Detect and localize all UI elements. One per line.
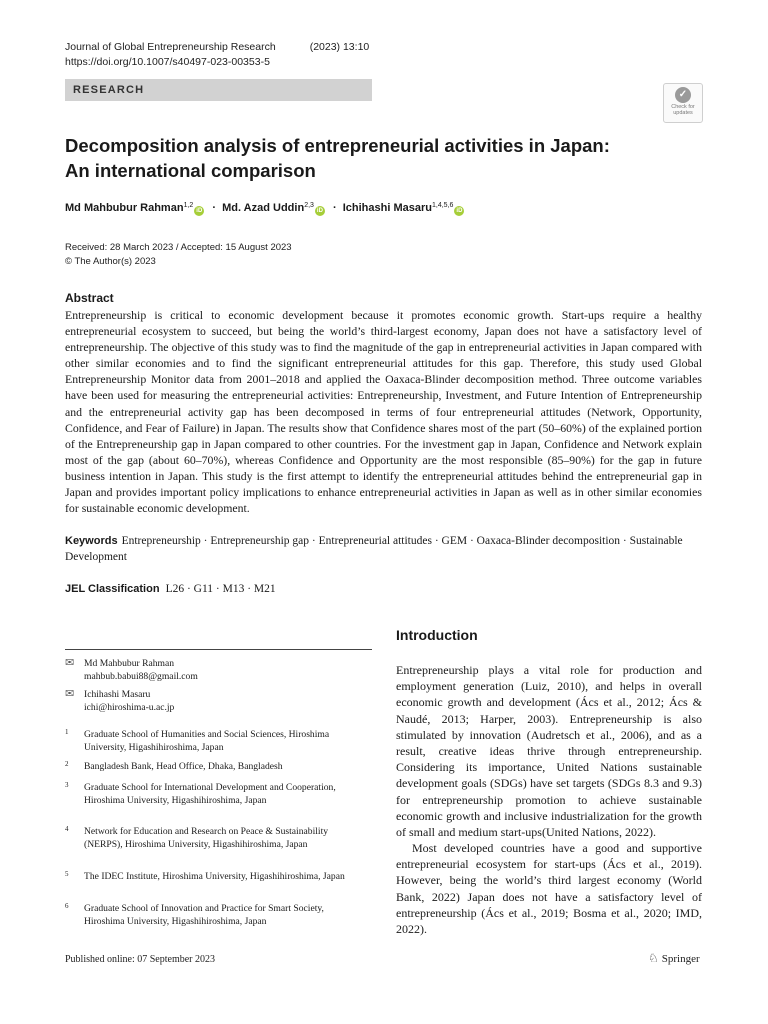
orcid-icon[interactable]: iD [196,208,203,214]
affiliation-1 [65,728,355,754]
affiliation-text: Graduate School of Innovation and Practice for Smart Society, Hiroshima University, Higashihiroshima, Japan [84,903,324,927]
contact-email[interactable]: ichi@hiroshima-u.ac.jp [84,702,175,713]
author-1[interactable]: Md Mahbubur Rahman$^{1,2}$ [65,202,194,214]
affiliation-number: 1 [65,728,69,736]
publisher-logo [648,951,700,966]
author-separator: · [212,202,217,214]
author-2[interactable]: Md. Azad Uddin$^{2,3}$ [222,202,314,214]
contact-email[interactable]: mahbub.babui88@gmail.com [84,671,198,682]
orcid-icon[interactable]: iD [456,208,463,214]
affiliation-2 [65,760,355,773]
introduction-paragraph-1: Entrepreneurship plays a vital role for production and employment generation (Luiz, 2010), and helps in overall economic growth and development (Ács et al., 2012; Ács & Naudé, 2013; Harper, 2003). Entrepreneurship is also stimulated by innovation (Audretsch et al., 2006), and as a result, creative ideas thrive through entrepreneurship. Considering its importance, United Nations sustainable development goals (SDGs) have set targets (SDGs 8.3 and 9.3) for entrepreneurship promotion to achieve sustainable economic growth and inclusive industrialization for the growth of small and medium start-ups(United Nations, 2022). [396,663,702,840]
affiliation-text: Network for Education and Research on Peace & Sustainability (NERPS), Hiroshima University, Higashihiroshima, Japan [84,826,329,850]
check-updates-icon: ✓ [675,87,691,103]
paper-title [65,133,625,183]
affiliation-5 [65,870,355,883]
author-list [65,202,466,216]
affiliation-number: 6 [65,902,69,910]
paper-title-line2: An international comparison [65,160,316,181]
jel-codes: L26 · G11 · M13 · M21 [165,583,276,595]
author-separator: · [332,202,337,214]
copyright-line: © The Author(s) 2023 [65,256,156,267]
affiliation-number: 2 [65,760,69,768]
affiliation-number: 3 [65,781,69,789]
journal-volume: (2023) 13:10 [309,41,370,53]
jel-label: JEL Classification [65,583,160,595]
affiliation-text: Graduate School for International Development and Cooperation, Hiroshima University, Higashihiroshima, Japan [84,782,336,806]
affiliation-3 [65,781,355,807]
keywords-label: Keywords [65,535,118,547]
affiliation-number: 4 [65,825,69,833]
affiliation-text: Graduate School of Humanities and Social Sciences, Hiroshima University, Higashihiroshima, Japan [84,729,330,753]
contact-name: Md Mahbubur Rahman [84,658,175,669]
springer-horse-icon: ♘ [648,951,659,965]
keywords [65,533,702,565]
jel-classification [65,581,276,597]
paper-title-line1: Decomposition analysis of entrepreneurial activities in Japan: [65,135,610,156]
contact-2 [65,688,174,714]
received-accepted-dates: Received: 28 March 2023 / Accepted: 15 August 2023 [65,242,292,253]
affiliation-text: Bangladesh Bank, Head Office, Dhaka, Bangladesh [84,761,283,772]
contact-1 [65,657,198,683]
affiliation-4 [65,825,355,851]
author-3[interactable]: Ichihashi Masaru$^{1,4,5,6}$ [342,202,454,214]
journal-name: Journal of Global Entrepreneurship Research [65,41,276,53]
check-for-updates-badge[interactable] [663,83,703,123]
check-updates-line2: updates [673,110,693,116]
envelope-icon: ✉ [65,688,75,700]
introduction-heading: Introduction [396,627,478,643]
affiliation-text: The IDEC Institute, Hiroshima University, Higashihiroshima, Japan [84,871,345,882]
article-type-banner: RESEARCH [65,79,372,101]
published-online-date: Published online: 07 September 2023 [65,954,215,965]
introduction-paragraph-2: Most developed countries have a good and supportive entrepreneurial ecosystem for start-ups (Ács et al., 2019). However, being the world’s third largest economy (World Bank, 2022) Japan does not have a satisfactory level of entrepreneurship (Ács et al., 2019; Bosma et al., 2020; IMD, 2022). [396,841,702,937]
footnote-divider [65,649,372,650]
journal-header [65,40,369,70]
publication-dates [65,241,292,269]
abstract-heading: Abstract [65,291,114,305]
check-updates-line1: Check for [671,104,695,110]
affiliation-number: 5 [65,870,69,878]
orcid-icon[interactable]: iD [316,208,323,214]
doi-link[interactable]: https://doi.org/10.1007/s40497-023-00353-5 [65,56,270,68]
abstract-text: Entrepreneurship is critical to economic development because it promotes economic growth. Start-ups require a healthy entrepreneurial ecosystem to succeed, but being the world’s third-largest economy, Japan does not have a satisfactory level of entrepreneurship. The objective of this study was to find the magnitude of the gap in entrepreneurial activities in Japan compared with other similar economies and to find the significant entrepreneurial attitudes for this gap. Therefore, this study used Global Entrepreneurship Monitor data from 2001–2018 and applied the Oaxaca-Blinder decomposition method. Three outcome variables have been used for measuring the entrepreneurial activities: Entrepreneurship, Investment, and Future Intention of Entrepreneurship and the entrepreneurial activity gap has been decomposed in terms of four entrepreneurial attitudes (Network, Opportunity, Confidence, and Fear of Failure) in Japan. The results show that Confidence shares most of the part (50–60%) of the explained portion of the Entrepreneurship gap in Japan compared to other countries. For the investment gap in Japan, Confidence and Network explain most of the gap (about 60–70%), whereas Confidence and Opportunity are the most responsible (85–90%) for the gap in future business intention in Japan. This study is the first attempt to identify the entrepreneurial attitudes behind the entrepreneurial gap in Japan and provides important policy implications to enhance entrepreneurial activities in Japan as well as in other similar economies for sustainable economic development. [65,308,702,516]
contact-name: Ichihashi Masaru [84,689,151,700]
envelope-icon: ✉ [65,657,75,669]
affiliation-6 [65,902,355,928]
keywords-text: Entrepreneurship · Entrepreneurship gap · Entrepreneurial attitudes · GEM · Oaxaca-Blinder decomposition · Sustainable Development [65,535,683,563]
publisher-name: Springer [661,953,700,965]
